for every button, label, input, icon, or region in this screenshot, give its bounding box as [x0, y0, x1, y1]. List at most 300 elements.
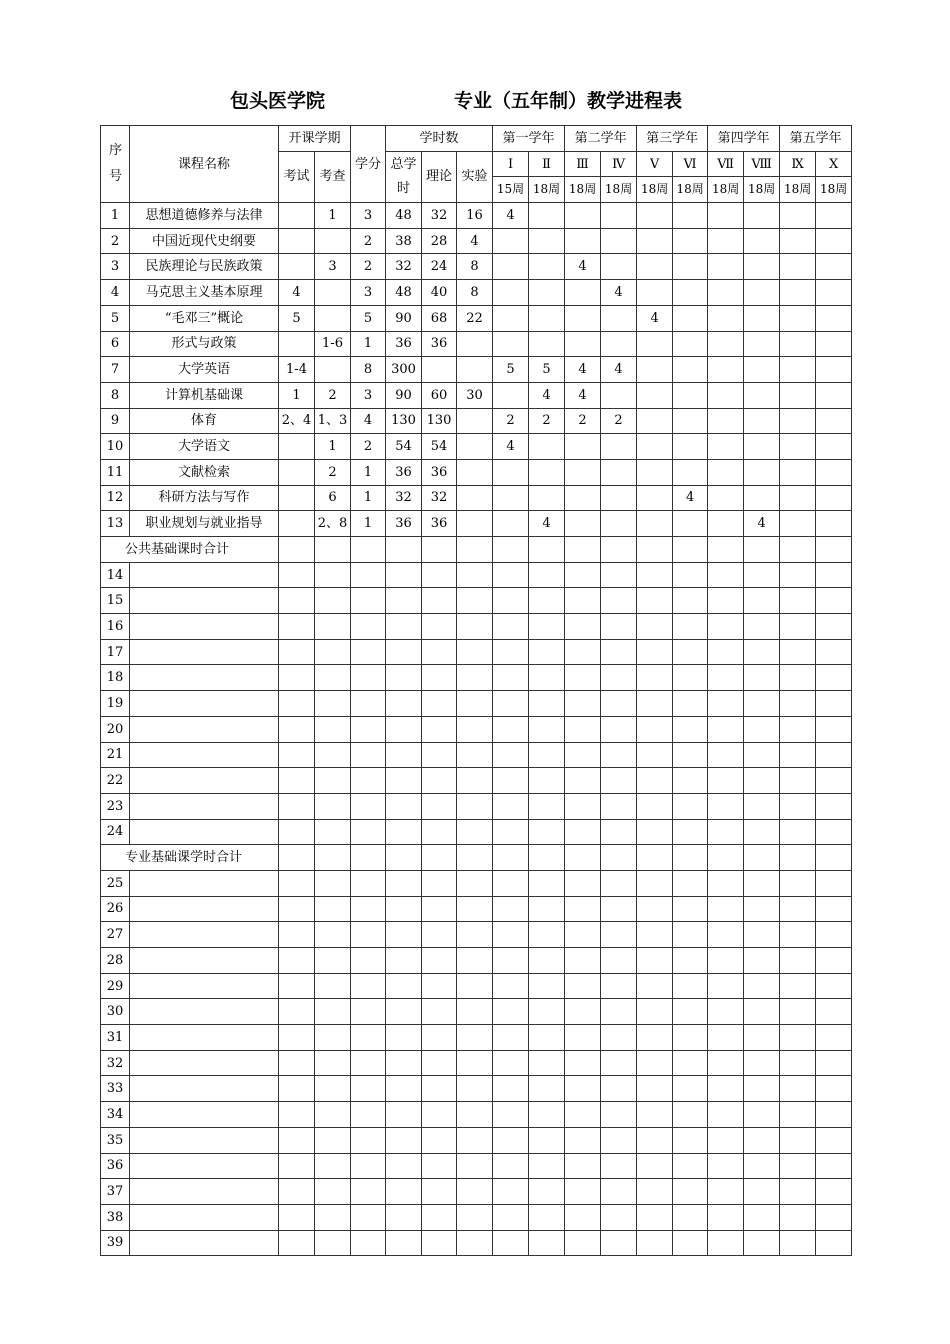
- table-cell: [529, 665, 565, 691]
- table-cell: [744, 280, 780, 306]
- table-row: [101, 1230, 852, 1256]
- table-cell: [816, 793, 852, 819]
- table-cell: [529, 1076, 565, 1102]
- table-cell: [130, 562, 279, 588]
- table-cell: [565, 845, 601, 871]
- table-cell: [708, 1153, 744, 1179]
- table-cell: [422, 973, 457, 999]
- table-cell: [780, 742, 816, 768]
- table-cell: [780, 768, 816, 794]
- table-cell: [493, 845, 529, 871]
- header-weeks-8: 18周: [744, 177, 780, 203]
- table-cell: [816, 691, 852, 717]
- table-cell: 4: [673, 485, 708, 511]
- row-number: 16: [101, 614, 130, 640]
- table-cell: 30: [457, 382, 493, 408]
- table-cell: [386, 665, 422, 691]
- table-cell: [386, 948, 422, 974]
- table-cell: [315, 999, 351, 1025]
- table-cell: [457, 1050, 493, 1076]
- table-cell: [457, 459, 493, 485]
- header-year-5: 第五学年: [780, 126, 852, 152]
- table-cell: [529, 254, 565, 280]
- table-cell: [315, 588, 351, 614]
- table-cell: 4: [744, 511, 780, 537]
- table-cell: [780, 665, 816, 691]
- table-cell: 5: [529, 357, 565, 383]
- header-term-4: Ⅳ: [601, 151, 637, 177]
- table-cell: [351, 1127, 386, 1153]
- table-cell: [708, 408, 744, 434]
- table-cell: [422, 845, 457, 871]
- table-cell: [315, 845, 351, 871]
- table-cell: [673, 511, 708, 537]
- table-cell: [780, 1230, 816, 1256]
- table-cell: [637, 1102, 673, 1128]
- table-cell: [816, 280, 852, 306]
- table-row: [101, 562, 852, 588]
- table-cell: [816, 408, 852, 434]
- table-cell: 32: [422, 485, 457, 511]
- row-number: 15: [101, 588, 130, 614]
- table-cell: [130, 691, 279, 717]
- table-cell: [457, 331, 493, 357]
- table-cell: 6: [315, 485, 351, 511]
- table-cell: [315, 305, 351, 331]
- table-cell: [279, 948, 315, 974]
- table-cell: 90: [386, 382, 422, 408]
- table-cell: [279, 562, 315, 588]
- table-cell: [529, 562, 565, 588]
- table-cell: 1-6: [315, 331, 351, 357]
- table-cell: [457, 511, 493, 537]
- table-cell: [386, 742, 422, 768]
- table-cell: [130, 999, 279, 1025]
- table-cell: [673, 203, 708, 229]
- header-year-1: 第一学年: [493, 126, 565, 152]
- table-cell: [565, 948, 601, 974]
- table-cell: 2: [351, 228, 386, 254]
- table-cell: [780, 459, 816, 485]
- header-seq: 序号: [101, 126, 130, 203]
- table-cell: [493, 922, 529, 948]
- table-cell: [816, 614, 852, 640]
- table-cell: 40: [422, 280, 457, 306]
- table-cell: [816, 1102, 852, 1128]
- table-cell: [816, 331, 852, 357]
- table-cell: 4: [279, 280, 315, 306]
- table-cell: [422, 716, 457, 742]
- table-cell: 2、8: [315, 511, 351, 537]
- table-cell: [708, 742, 744, 768]
- table-cell: [422, 1204, 457, 1230]
- table-cell: [279, 999, 315, 1025]
- table-cell: [130, 1050, 279, 1076]
- table-cell: [816, 665, 852, 691]
- table-cell: [351, 1230, 386, 1256]
- table-cell: [601, 639, 637, 665]
- table-cell: [780, 562, 816, 588]
- table-cell: [386, 1076, 422, 1102]
- table-cell: [315, 1102, 351, 1128]
- table-cell: [422, 1153, 457, 1179]
- table-cell: 8: [457, 280, 493, 306]
- table-cell: [457, 1179, 493, 1205]
- table-cell: [816, 742, 852, 768]
- table-cell: [422, 588, 457, 614]
- table-cell: [601, 922, 637, 948]
- table-cell: [708, 1076, 744, 1102]
- table-cell: [351, 819, 386, 845]
- table-cell: [780, 588, 816, 614]
- table-cell: [601, 819, 637, 845]
- table-cell: [279, 819, 315, 845]
- table-cell: 24: [422, 254, 457, 280]
- table-cell: [708, 948, 744, 974]
- table-cell: [744, 1204, 780, 1230]
- table-cell: [130, 665, 279, 691]
- table-cell: 90: [386, 305, 422, 331]
- table-cell: [493, 896, 529, 922]
- table-cell: [279, 793, 315, 819]
- header-year-4: 第四学年: [708, 126, 780, 152]
- table-cell: [744, 1076, 780, 1102]
- table-cell: [708, 485, 744, 511]
- table-cell: [422, 357, 457, 383]
- table-cell: [637, 1153, 673, 1179]
- table-cell: [457, 1025, 493, 1051]
- table-cell: [601, 511, 637, 537]
- table-cell: [637, 459, 673, 485]
- table-cell: [529, 845, 565, 871]
- subtotal-label: 公共基础课时合计: [101, 537, 279, 563]
- table-cell: [279, 614, 315, 640]
- table-cell: [673, 1179, 708, 1205]
- table-cell: [637, 614, 673, 640]
- table-cell: [780, 1153, 816, 1179]
- table-cell: [279, 1127, 315, 1153]
- table-cell: [130, 973, 279, 999]
- table-cell: [637, 819, 673, 845]
- table-cell: [816, 382, 852, 408]
- table-cell: [279, 1050, 315, 1076]
- table-cell: 4: [101, 280, 130, 306]
- table-cell: [708, 973, 744, 999]
- table-cell: [565, 459, 601, 485]
- table-cell: [457, 793, 493, 819]
- table-cell: 36: [422, 331, 457, 357]
- table-cell: [673, 1025, 708, 1051]
- table-cell: [780, 922, 816, 948]
- table-cell: [130, 742, 279, 768]
- header-term-2: Ⅱ: [529, 151, 565, 177]
- table-cell: [493, 819, 529, 845]
- table-row: [101, 331, 852, 357]
- table-cell: [457, 614, 493, 640]
- table-cell: 2: [529, 408, 565, 434]
- table-row: [101, 973, 852, 999]
- table-cell: 13: [101, 511, 130, 537]
- table-cell: [601, 459, 637, 485]
- table-cell: [780, 1204, 816, 1230]
- table-cell: [130, 870, 279, 896]
- row-number: 25: [101, 870, 130, 896]
- table-cell: [351, 742, 386, 768]
- table-cell: [601, 716, 637, 742]
- table-cell: [637, 793, 673, 819]
- table-cell: [529, 1127, 565, 1153]
- table-row: [101, 1127, 852, 1153]
- table-cell: 8: [457, 254, 493, 280]
- table-cell: [351, 1102, 386, 1128]
- table-cell: 2: [565, 408, 601, 434]
- table-cell: [744, 999, 780, 1025]
- table-cell: [708, 845, 744, 871]
- table-cell: [708, 1204, 744, 1230]
- table-cell: [744, 1230, 780, 1256]
- table-cell: [351, 793, 386, 819]
- table-cell: [673, 639, 708, 665]
- table-cell: [673, 280, 708, 306]
- table-cell: [601, 1025, 637, 1051]
- table-cell: [351, 639, 386, 665]
- table-cell: [493, 1179, 529, 1205]
- table-cell: [565, 588, 601, 614]
- table-cell: [529, 922, 565, 948]
- table-cell: [744, 973, 780, 999]
- table-cell: [315, 973, 351, 999]
- header-weeks-6: 18周: [673, 177, 708, 203]
- row-number: 14: [101, 562, 130, 588]
- table-cell: [279, 511, 315, 537]
- table-cell: [601, 562, 637, 588]
- table-cell: [457, 1076, 493, 1102]
- table-cell: [529, 434, 565, 460]
- table-cell: [457, 1204, 493, 1230]
- table-cell: [637, 665, 673, 691]
- table-cell: [457, 639, 493, 665]
- table-cell: [279, 1204, 315, 1230]
- table-cell: [386, 922, 422, 948]
- table-cell: [279, 845, 315, 871]
- table-cell: [601, 434, 637, 460]
- table-cell: [493, 742, 529, 768]
- row-number: 34: [101, 1102, 130, 1128]
- table-cell: [493, 999, 529, 1025]
- table-cell: [565, 716, 601, 742]
- table-cell: [744, 845, 780, 871]
- table-cell: [637, 1127, 673, 1153]
- table-row: [101, 305, 852, 331]
- table-row: [101, 639, 852, 665]
- table-cell: [816, 305, 852, 331]
- table-cell: 9: [101, 408, 130, 434]
- table-cell: [744, 793, 780, 819]
- table-cell: [637, 870, 673, 896]
- table-cell: [565, 280, 601, 306]
- table-cell: [565, 819, 601, 845]
- table-cell: [457, 588, 493, 614]
- table-cell: [744, 716, 780, 742]
- table-cell: [780, 870, 816, 896]
- table-cell: [637, 1025, 673, 1051]
- table-cell: [744, 254, 780, 280]
- table-cell: [351, 1025, 386, 1051]
- table-cell: [279, 203, 315, 229]
- header-year-2: 第二学年: [565, 126, 637, 152]
- table-cell: [780, 357, 816, 383]
- table-cell: [529, 691, 565, 717]
- table-cell: [708, 228, 744, 254]
- table-cell: [315, 819, 351, 845]
- table-cell: [673, 948, 708, 974]
- table-cell: [351, 537, 386, 563]
- table-cell: [386, 845, 422, 871]
- table-cell: [637, 742, 673, 768]
- table-cell: [780, 793, 816, 819]
- table-cell: [315, 793, 351, 819]
- table-row: [101, 819, 852, 845]
- row-number: 35: [101, 1127, 130, 1153]
- table-cell: [601, 768, 637, 794]
- header-weeks-5: 18周: [637, 177, 673, 203]
- table-cell: [565, 896, 601, 922]
- table-cell: 4: [529, 382, 565, 408]
- table-cell: [386, 1179, 422, 1205]
- table-row: [101, 408, 852, 434]
- table-cell: [386, 870, 422, 896]
- table-cell: [529, 793, 565, 819]
- table-cell: [601, 382, 637, 408]
- table-cell: [279, 1025, 315, 1051]
- row-number: 28: [101, 948, 130, 974]
- course-name-cell: 大学语文: [130, 434, 279, 460]
- header-term-9: Ⅸ: [780, 151, 816, 177]
- table-cell: [673, 768, 708, 794]
- table-cell: [637, 1179, 673, 1205]
- table-cell: [351, 1204, 386, 1230]
- table-cell: [673, 254, 708, 280]
- table-cell: [565, 485, 601, 511]
- table-cell: [529, 973, 565, 999]
- table-cell: [780, 537, 816, 563]
- table-cell: [637, 408, 673, 434]
- table-cell: [708, 665, 744, 691]
- table-cell: [601, 331, 637, 357]
- table-cell: 2: [101, 228, 130, 254]
- table-cell: 4: [601, 357, 637, 383]
- table-cell: [279, 434, 315, 460]
- table-cell: [637, 948, 673, 974]
- table-cell: [780, 331, 816, 357]
- table-row: [101, 1153, 852, 1179]
- table-cell: [315, 1050, 351, 1076]
- table-cell: [422, 768, 457, 794]
- table-cell: 1: [351, 485, 386, 511]
- header-check: 考查: [315, 151, 351, 202]
- table-cell: [816, 819, 852, 845]
- table-cell: [130, 1153, 279, 1179]
- table-cell: [673, 588, 708, 614]
- table-cell: [673, 459, 708, 485]
- table-row: [101, 1076, 852, 1102]
- table-cell: 8: [351, 357, 386, 383]
- table-row: [101, 716, 852, 742]
- table-cell: [637, 203, 673, 229]
- course-name-cell: 思想道德修养与法律: [130, 203, 279, 229]
- table-cell: [529, 459, 565, 485]
- table-cell: [601, 845, 637, 871]
- table-cell: [637, 845, 673, 871]
- row-number: 17: [101, 639, 130, 665]
- row-number: 36: [101, 1153, 130, 1179]
- table-cell: [780, 1025, 816, 1051]
- table-cell: [493, 562, 529, 588]
- table-cell: [493, 691, 529, 717]
- table-cell: [457, 845, 493, 871]
- table-cell: [493, 459, 529, 485]
- table-cell: [780, 639, 816, 665]
- table-row: [101, 1025, 852, 1051]
- row-number: 18: [101, 665, 130, 691]
- header-term-7: Ⅶ: [708, 151, 744, 177]
- table-cell: 11: [101, 459, 130, 485]
- table-cell: [816, 1204, 852, 1230]
- table-cell: [529, 639, 565, 665]
- table-cell: [708, 331, 744, 357]
- table-cell: [351, 870, 386, 896]
- table-cell: [422, 1025, 457, 1051]
- table-cell: [493, 665, 529, 691]
- table-cell: [565, 665, 601, 691]
- table-cell: [279, 331, 315, 357]
- header-term-6: Ⅵ: [673, 151, 708, 177]
- table-cell: [386, 1127, 422, 1153]
- row-number: 33: [101, 1076, 130, 1102]
- table-cell: [744, 639, 780, 665]
- table-cell: [279, 665, 315, 691]
- table-cell: 3: [101, 254, 130, 280]
- table-cell: [780, 228, 816, 254]
- course-name-cell: 计算机基础课: [130, 382, 279, 408]
- table-cell: [422, 999, 457, 1025]
- header-lab: 实验: [457, 151, 493, 202]
- table-cell: [601, 999, 637, 1025]
- table-cell: [529, 870, 565, 896]
- table-cell: [351, 999, 386, 1025]
- table-cell: 4: [565, 254, 601, 280]
- table-cell: [493, 511, 529, 537]
- table-cell: [708, 357, 744, 383]
- table-cell: [279, 588, 315, 614]
- table-cell: [422, 1127, 457, 1153]
- table-cell: [601, 870, 637, 896]
- table-cell: [529, 716, 565, 742]
- table-cell: 1、3: [315, 408, 351, 434]
- table-cell: [315, 639, 351, 665]
- table-cell: [422, 922, 457, 948]
- course-name-cell: 体育: [130, 408, 279, 434]
- table-row: [101, 665, 852, 691]
- table-cell: 2: [601, 408, 637, 434]
- table-cell: [457, 999, 493, 1025]
- table-cell: [637, 999, 673, 1025]
- table-cell: [673, 1204, 708, 1230]
- header-weeks-9: 18周: [780, 177, 816, 203]
- table-cell: [744, 870, 780, 896]
- table-cell: [744, 305, 780, 331]
- table-cell: [130, 1179, 279, 1205]
